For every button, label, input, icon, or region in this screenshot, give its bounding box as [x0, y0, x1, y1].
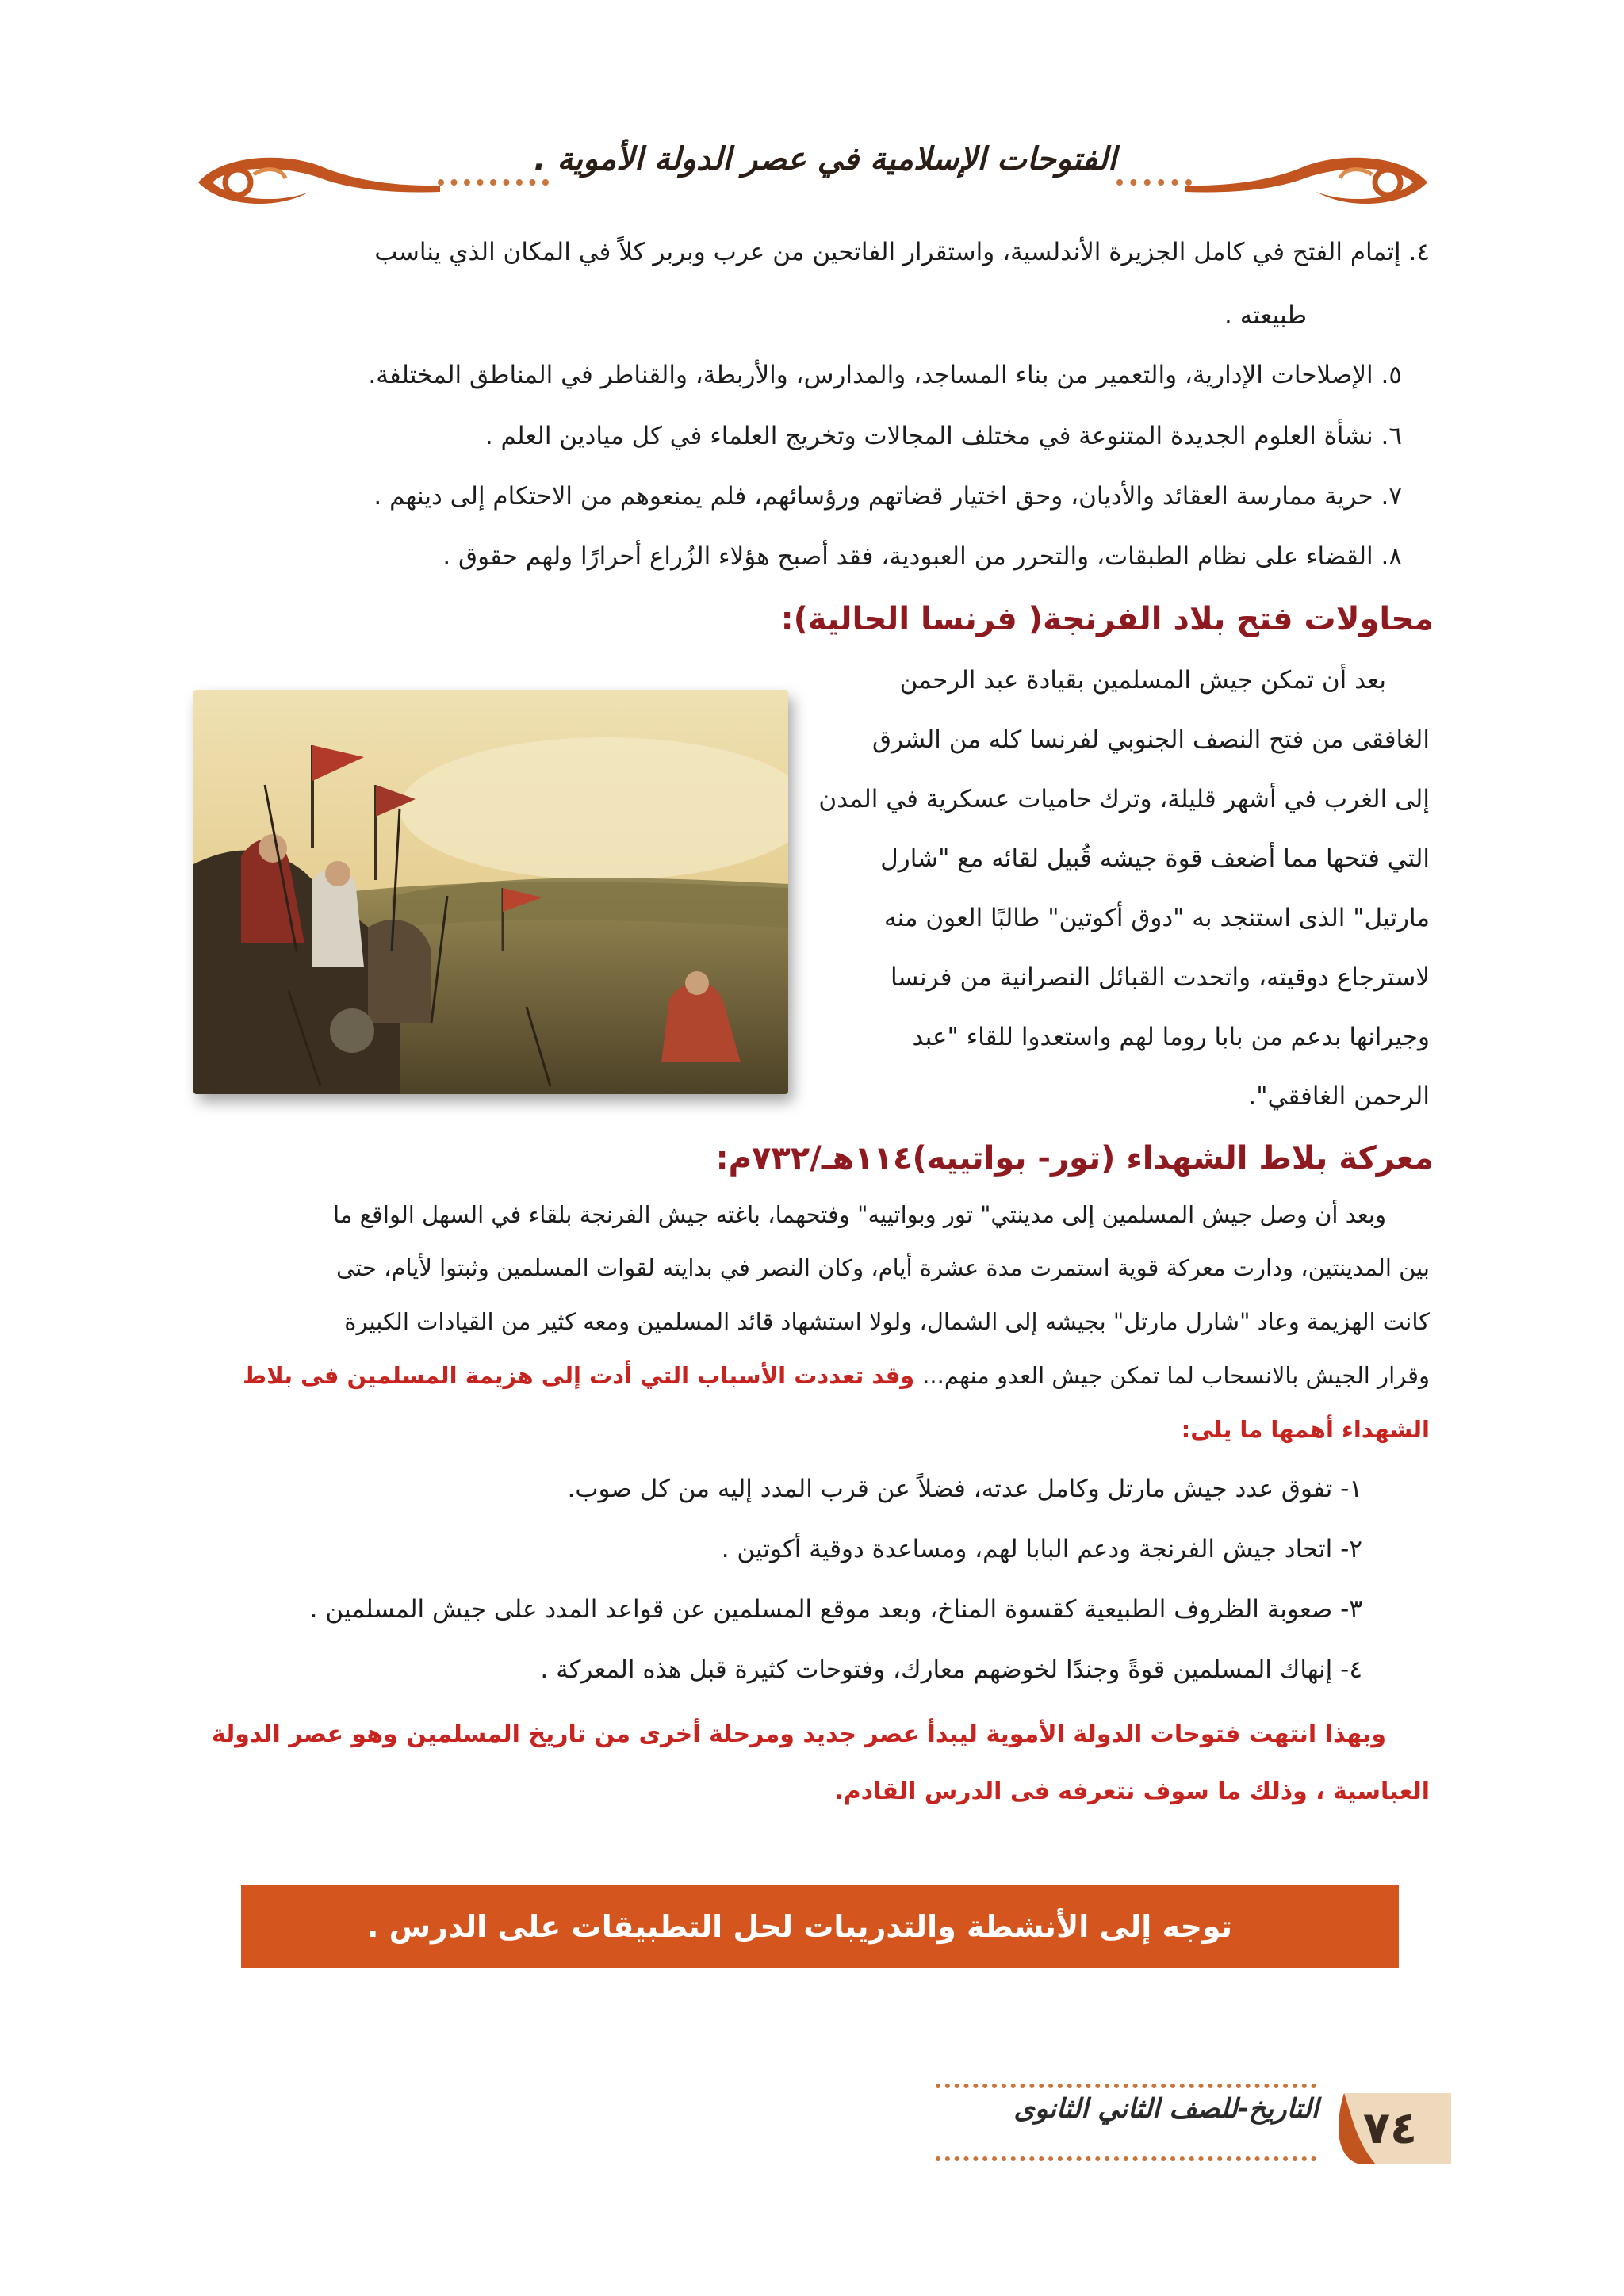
battle-painting-illustration [193, 690, 788, 1094]
list-item: ٦. نشأة العلوم الجديدة المتنوعة في مختلف المجالات وتخريج العلماء في كل ميادين العلم . [485, 422, 1402, 450]
paragraph-text: وقرار الجيش بالانسحاب لما تمكن جيش العدو منهم... [922, 1362, 1430, 1389]
list-item: ٥. الإصلاحات الإدارية، والتعمير من بناء المساجد، والمدارس، والأربطة، والقناطر في المناطق المختلفة. [368, 361, 1402, 389]
conclusion-line: وبهذا انتهت فتوحات الدولة الأموية ليبدأ عصر جديد ومرحلة أخرى من تاريخ المسلمين وهو عصر الدولة [211, 1720, 1386, 1748]
paragraph-line: لاسترجاع دوقيته، واتحدت القبائل النصرانية من فرنسا [890, 963, 1430, 992]
reason-item: ١- تفوق عدد جيش مارتل وكامل عدته، فضلاً عن قرب المدد إليه من كل صوب. [567, 1475, 1362, 1503]
page-header-title: الفتوحات الإسلامية في عصر الدولة الأموية . [534, 141, 1116, 178]
list-item: ٤. إتمام الفتح في كامل الجزيرة الأندلسية، واستقرار الفاتحين من عرب وبربر كلاً في المكان الذي يناسب [374, 238, 1430, 266]
paragraph-line: كانت الهزيمة وعاد "شارل مارتل" بجيشه إلى الشمال، ولولا استشهاد قائد المسلمين ومعه كثير من القيادات الكبيرة [344, 1308, 1430, 1335]
header-dots-right [1116, 179, 1192, 186]
paragraph-line: التي فتحها مما أضعف قوة جيشه قُبيل لقائه مع "شارل [880, 844, 1430, 873]
reason-item: ٤- إنهاك المسلمين قوةً وجندًا لخوضهم معارك، وفتوحات كثيرة قبل هذه المعركة . [540, 1655, 1362, 1684]
paragraph-line: إلى الغرب في أشهر قليلة، وترك حاميات عسكرية في المدن [818, 785, 1430, 813]
page-number: ٧٤ [1362, 2103, 1418, 2154]
paragraph-line: الغافقى من فتح النصف الجنوبي لفرنسا كله من الشرق [872, 725, 1430, 754]
footer-dots-bottom [936, 2156, 1316, 2161]
paragraph-line: مارتيل" الذى استنجد به "دوق أكوتين" طالبًا العون منه [883, 904, 1430, 932]
list-item: ٨. القضاء على نظام الطبقات، والتحرر من العبودية، فقد أصبح هؤلاء الزُراع أحرارًا ولهم حقوق . [442, 542, 1402, 571]
highlighted-text: وقد تعددت الأسباب التي أدت إلى هزيمة المسلمين فى بلاط [242, 1362, 923, 1389]
footer-subject: التاريخ-للصف الثاني الثانوى [1013, 2093, 1319, 2125]
section-heading-franks: محاولات فتح بلاد الفرنجة( فرنسا الحالية): [780, 601, 1434, 637]
reason-item: ٣- صعوبة الظروف الطبيعية كقسوة المناخ، وبعد موقع المسلمين عن قواعد المدد على جيش المسلمين . [309, 1595, 1362, 1624]
header-dots-left [438, 179, 549, 186]
paragraph-line: بين المدينتين، ودارت معركة قوية استمرت مدة عشرة أيام، وكان النصر في بدايته لقوات المسلمين وثبتوا لأيام، حتى [336, 1254, 1430, 1281]
header-ornament-left [190, 151, 444, 217]
paragraph-line: وجيرانها بدعم من بابا روما لهم واستعدوا للقاء "عبد [912, 1023, 1430, 1051]
paragraph-line-mixed [243, 1362, 1430, 1389]
activities-banner[interactable]: توجه إلى الأنشطة والتدريبات لحل التطبيقات على الدرس . [241, 1885, 1399, 1968]
highlighted-text: الشهداء أهمها ما يلى: [1181, 1416, 1430, 1443]
reason-item: ٢- اتحاد جيش الفرنجة ودعم البابا لهم، ومساعدة دوقية أكوتين . [721, 1535, 1362, 1563]
paragraph-line: وبعد أن وصل جيش المسلمين إلى مدينتي" تور وبواتييه" وفتحهما، باغته جيش الفرنجة بلقاء في السهل الواقع ما [333, 1201, 1386, 1228]
paragraph-line: الرحمن الغافقي". [1248, 1082, 1430, 1111]
paragraph-line: بعد أن تمكن جيش المسلمين بقيادة عبد الرحمن [899, 666, 1386, 695]
battle-painting [193, 690, 788, 1094]
header-ornament-right [1182, 151, 1435, 217]
list-item: ٧. حرية ممارسة العقائد والأديان، وحق اختيار قضاتهم ورؤسائهم، فلم يمنعوهم من الاحتكام إلى دينهم . [373, 482, 1402, 511]
footer-dots-top [936, 2084, 1316, 2088]
section-heading-tours: معركة بلاط الشهداء (تور- بواتييه)١١٤هـ/٧٣٢م: [715, 1140, 1434, 1177]
conclusion-line: العباسية ، وذلك ما سوف نتعرفه فى الدرس القادم. [834, 1777, 1430, 1805]
list-item: طبيعته . [1224, 301, 1307, 330]
